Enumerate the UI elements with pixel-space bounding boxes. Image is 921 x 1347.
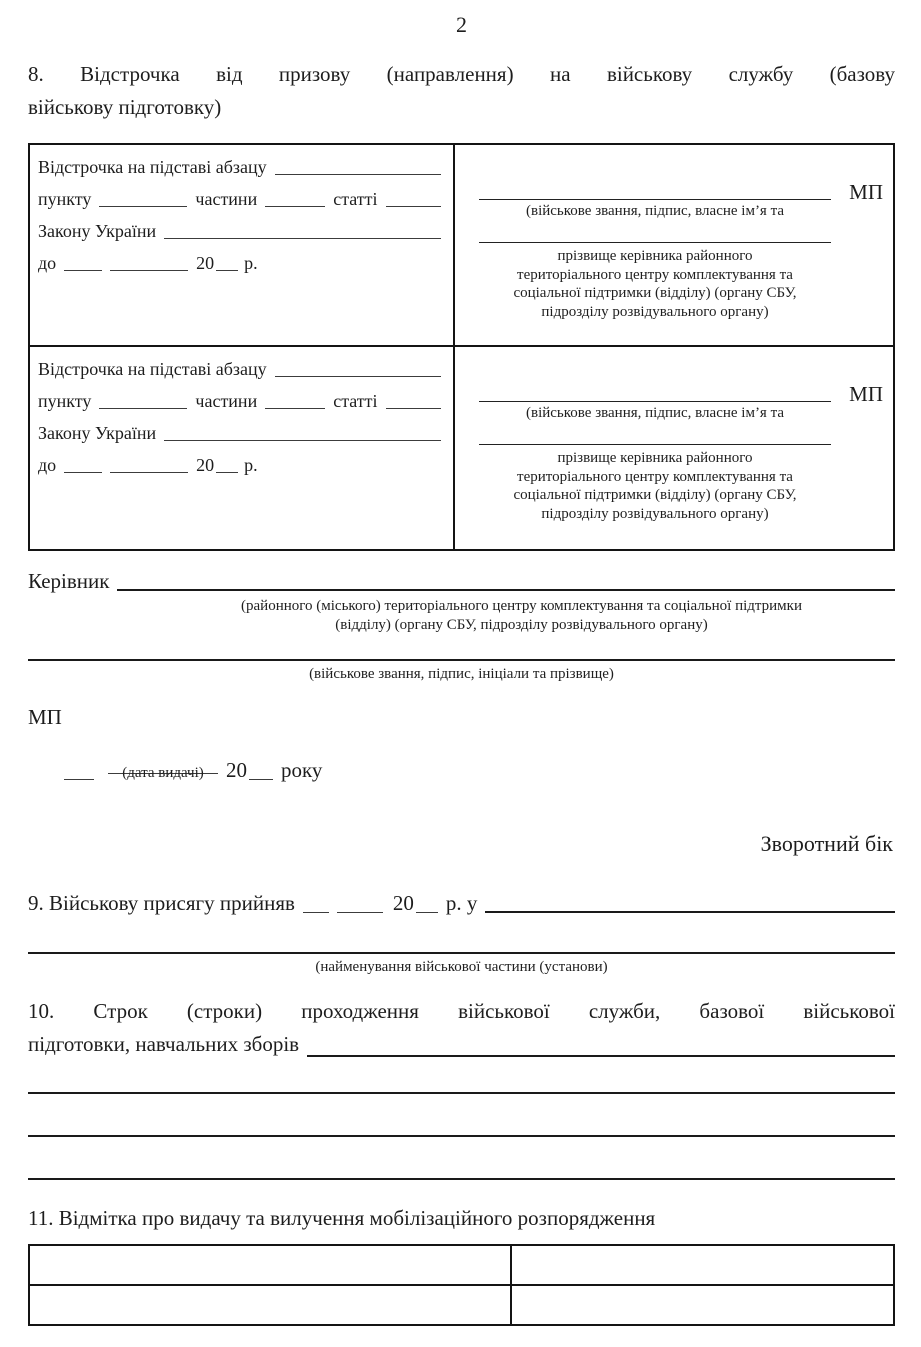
month-blank bbox=[110, 267, 188, 271]
section10-heading-line1: 10. Строк (строки) проходження військової служби, базової військової bbox=[28, 999, 895, 1024]
year-blank bbox=[216, 469, 238, 473]
head-caption-line1: (районного (міського) територіального центру комплектування та соціальної підтримки bbox=[241, 598, 802, 615]
basis-blank bbox=[275, 171, 441, 175]
head-caption-line2: територіального центру комплектування та bbox=[517, 468, 793, 485]
section11-heading: 11. Відмітка про видачу та вилучення мобілізаційного розпорядження bbox=[28, 1206, 656, 1231]
issue-date-row bbox=[28, 758, 895, 783]
section10-label: підготовки, навчальних зборів bbox=[28, 1031, 300, 1056]
oath-month-blank bbox=[337, 909, 383, 913]
mobilization-row-2 bbox=[29, 1285, 894, 1325]
unit-name-line bbox=[28, 952, 895, 954]
year-prefix: 20 bbox=[196, 455, 215, 476]
service-term-line-3 bbox=[28, 1178, 895, 1180]
section9-label: 9. Військову присягу прийняв bbox=[28, 891, 295, 916]
service-term-line-1 bbox=[28, 1092, 895, 1094]
part-label: частини bbox=[195, 189, 258, 210]
head-name-blank bbox=[117, 587, 895, 591]
law-blank bbox=[164, 235, 441, 239]
year-blank bbox=[216, 267, 238, 271]
month-blank bbox=[110, 469, 188, 473]
head-caption-line4: підрозділу розвідувального органу) bbox=[541, 506, 769, 523]
part-blank bbox=[265, 405, 325, 409]
stamp-mark: МП bbox=[28, 705, 62, 730]
mobilization-cell-r2c1 bbox=[29, 1285, 511, 1325]
until-label: до bbox=[38, 455, 57, 476]
section8-heading bbox=[28, 58, 895, 123]
signature-cell-2 bbox=[454, 346, 894, 550]
mobilization-cell-r2c2 bbox=[511, 1285, 894, 1325]
head-caption-line3: соціальної підтримки (відділу) (органу СБУ, bbox=[513, 487, 797, 504]
article-label: статті bbox=[333, 189, 378, 210]
day-blank bbox=[64, 469, 102, 473]
back-side-label: Зворотний бік bbox=[760, 831, 893, 857]
point-label: пункту bbox=[38, 391, 92, 412]
head-signature-caption: (військове звання, підпис, ініціали та прізвище) bbox=[309, 665, 614, 682]
head-caption bbox=[28, 597, 895, 635]
signature-caption: (військове звання, підпис, власне ім’я та bbox=[526, 405, 784, 422]
until-label: до bbox=[38, 253, 57, 274]
basis-label: Відстрочка на підставі абзацу bbox=[38, 359, 267, 380]
year-suffix: р. bbox=[244, 455, 258, 476]
stamp-mark: МП bbox=[849, 382, 883, 407]
section8-heading-line1: 8. Відстрочка від призову (направлення) на військову службу (базову bbox=[28, 62, 895, 86]
issue-year-suffix: року bbox=[281, 758, 323, 783]
deferral-table bbox=[28, 143, 895, 551]
head-caption-line2: територіального центру комплектування та bbox=[517, 266, 793, 283]
page-number: 2 bbox=[456, 12, 467, 37]
deferral-row-2 bbox=[29, 346, 894, 550]
surname-line bbox=[479, 242, 831, 243]
head-signature-line bbox=[28, 659, 895, 661]
mobilization-row-1 bbox=[29, 1245, 894, 1285]
section9-row bbox=[28, 891, 895, 916]
part-label: частини bbox=[195, 391, 258, 412]
issue-year-blank bbox=[249, 776, 273, 780]
point-blank bbox=[99, 405, 187, 409]
head-caption-line1: прізвище керівника районного bbox=[557, 247, 753, 264]
deferral-basis-cell-2 bbox=[29, 346, 454, 550]
deferral-basis-cell-1 bbox=[29, 144, 454, 346]
year-suffix: р. bbox=[244, 253, 258, 274]
oath-place-label: р. у bbox=[445, 891, 478, 916]
mobilization-order-table bbox=[28, 1244, 895, 1326]
section8-heading-line2: військову підготовку) bbox=[28, 94, 222, 119]
head-caption-line1: прізвище керівника районного bbox=[557, 449, 753, 466]
unit-name-caption: (найменування військової частини (установи) bbox=[315, 959, 608, 976]
oath-year-prefix: 20 bbox=[392, 891, 414, 916]
head-caption-line4: підрозділу розвідувального органу) bbox=[541, 304, 769, 321]
head-label: Керівник bbox=[28, 569, 110, 594]
oath-year-blank bbox=[416, 909, 438, 913]
article-blank bbox=[386, 405, 441, 409]
issue-date-caption: (дата видачі) bbox=[122, 765, 204, 782]
day-blank bbox=[64, 267, 102, 271]
issue-year-prefix: 20 bbox=[226, 758, 247, 783]
law-blank bbox=[164, 437, 441, 441]
article-blank bbox=[386, 203, 441, 207]
mobilization-cell-r1c2 bbox=[511, 1245, 894, 1285]
head-signature-row bbox=[28, 569, 895, 594]
head-caption-line2: (відділу) (органу СБУ, підрозділу розвідувального органу) bbox=[335, 616, 708, 633]
oath-day-blank bbox=[303, 909, 329, 913]
basis-blank bbox=[275, 373, 441, 377]
section10-heading-line2 bbox=[28, 1028, 895, 1061]
mobilization-cell-r1c1 bbox=[29, 1245, 511, 1285]
part-blank bbox=[265, 203, 325, 207]
section10-heading bbox=[28, 995, 895, 1060]
deferral-row-1 bbox=[29, 144, 894, 346]
article-label: статті bbox=[333, 391, 378, 412]
signature-line bbox=[479, 401, 831, 402]
point-label: пункту bbox=[38, 189, 92, 210]
year-prefix: 20 bbox=[196, 253, 215, 274]
service-term-line-2 bbox=[28, 1135, 895, 1137]
point-blank bbox=[99, 203, 187, 207]
signature-cell-1 bbox=[454, 144, 894, 346]
law-label: Закону України bbox=[38, 423, 157, 444]
signature-caption: (військове звання, підпис, власне ім’я та bbox=[526, 203, 784, 220]
service-term-blank bbox=[307, 1053, 895, 1057]
signature-line bbox=[479, 199, 831, 200]
issue-day-blank bbox=[64, 776, 94, 780]
surname-line bbox=[479, 444, 831, 445]
law-label: Закону України bbox=[38, 221, 157, 242]
basis-label: Відстрочка на підставі абзацу bbox=[38, 157, 267, 178]
stamp-mark: МП bbox=[849, 180, 883, 205]
oath-unit-blank bbox=[485, 909, 895, 913]
head-caption-line3: соціальної підтримки (відділу) (органу СБУ, bbox=[513, 285, 797, 302]
